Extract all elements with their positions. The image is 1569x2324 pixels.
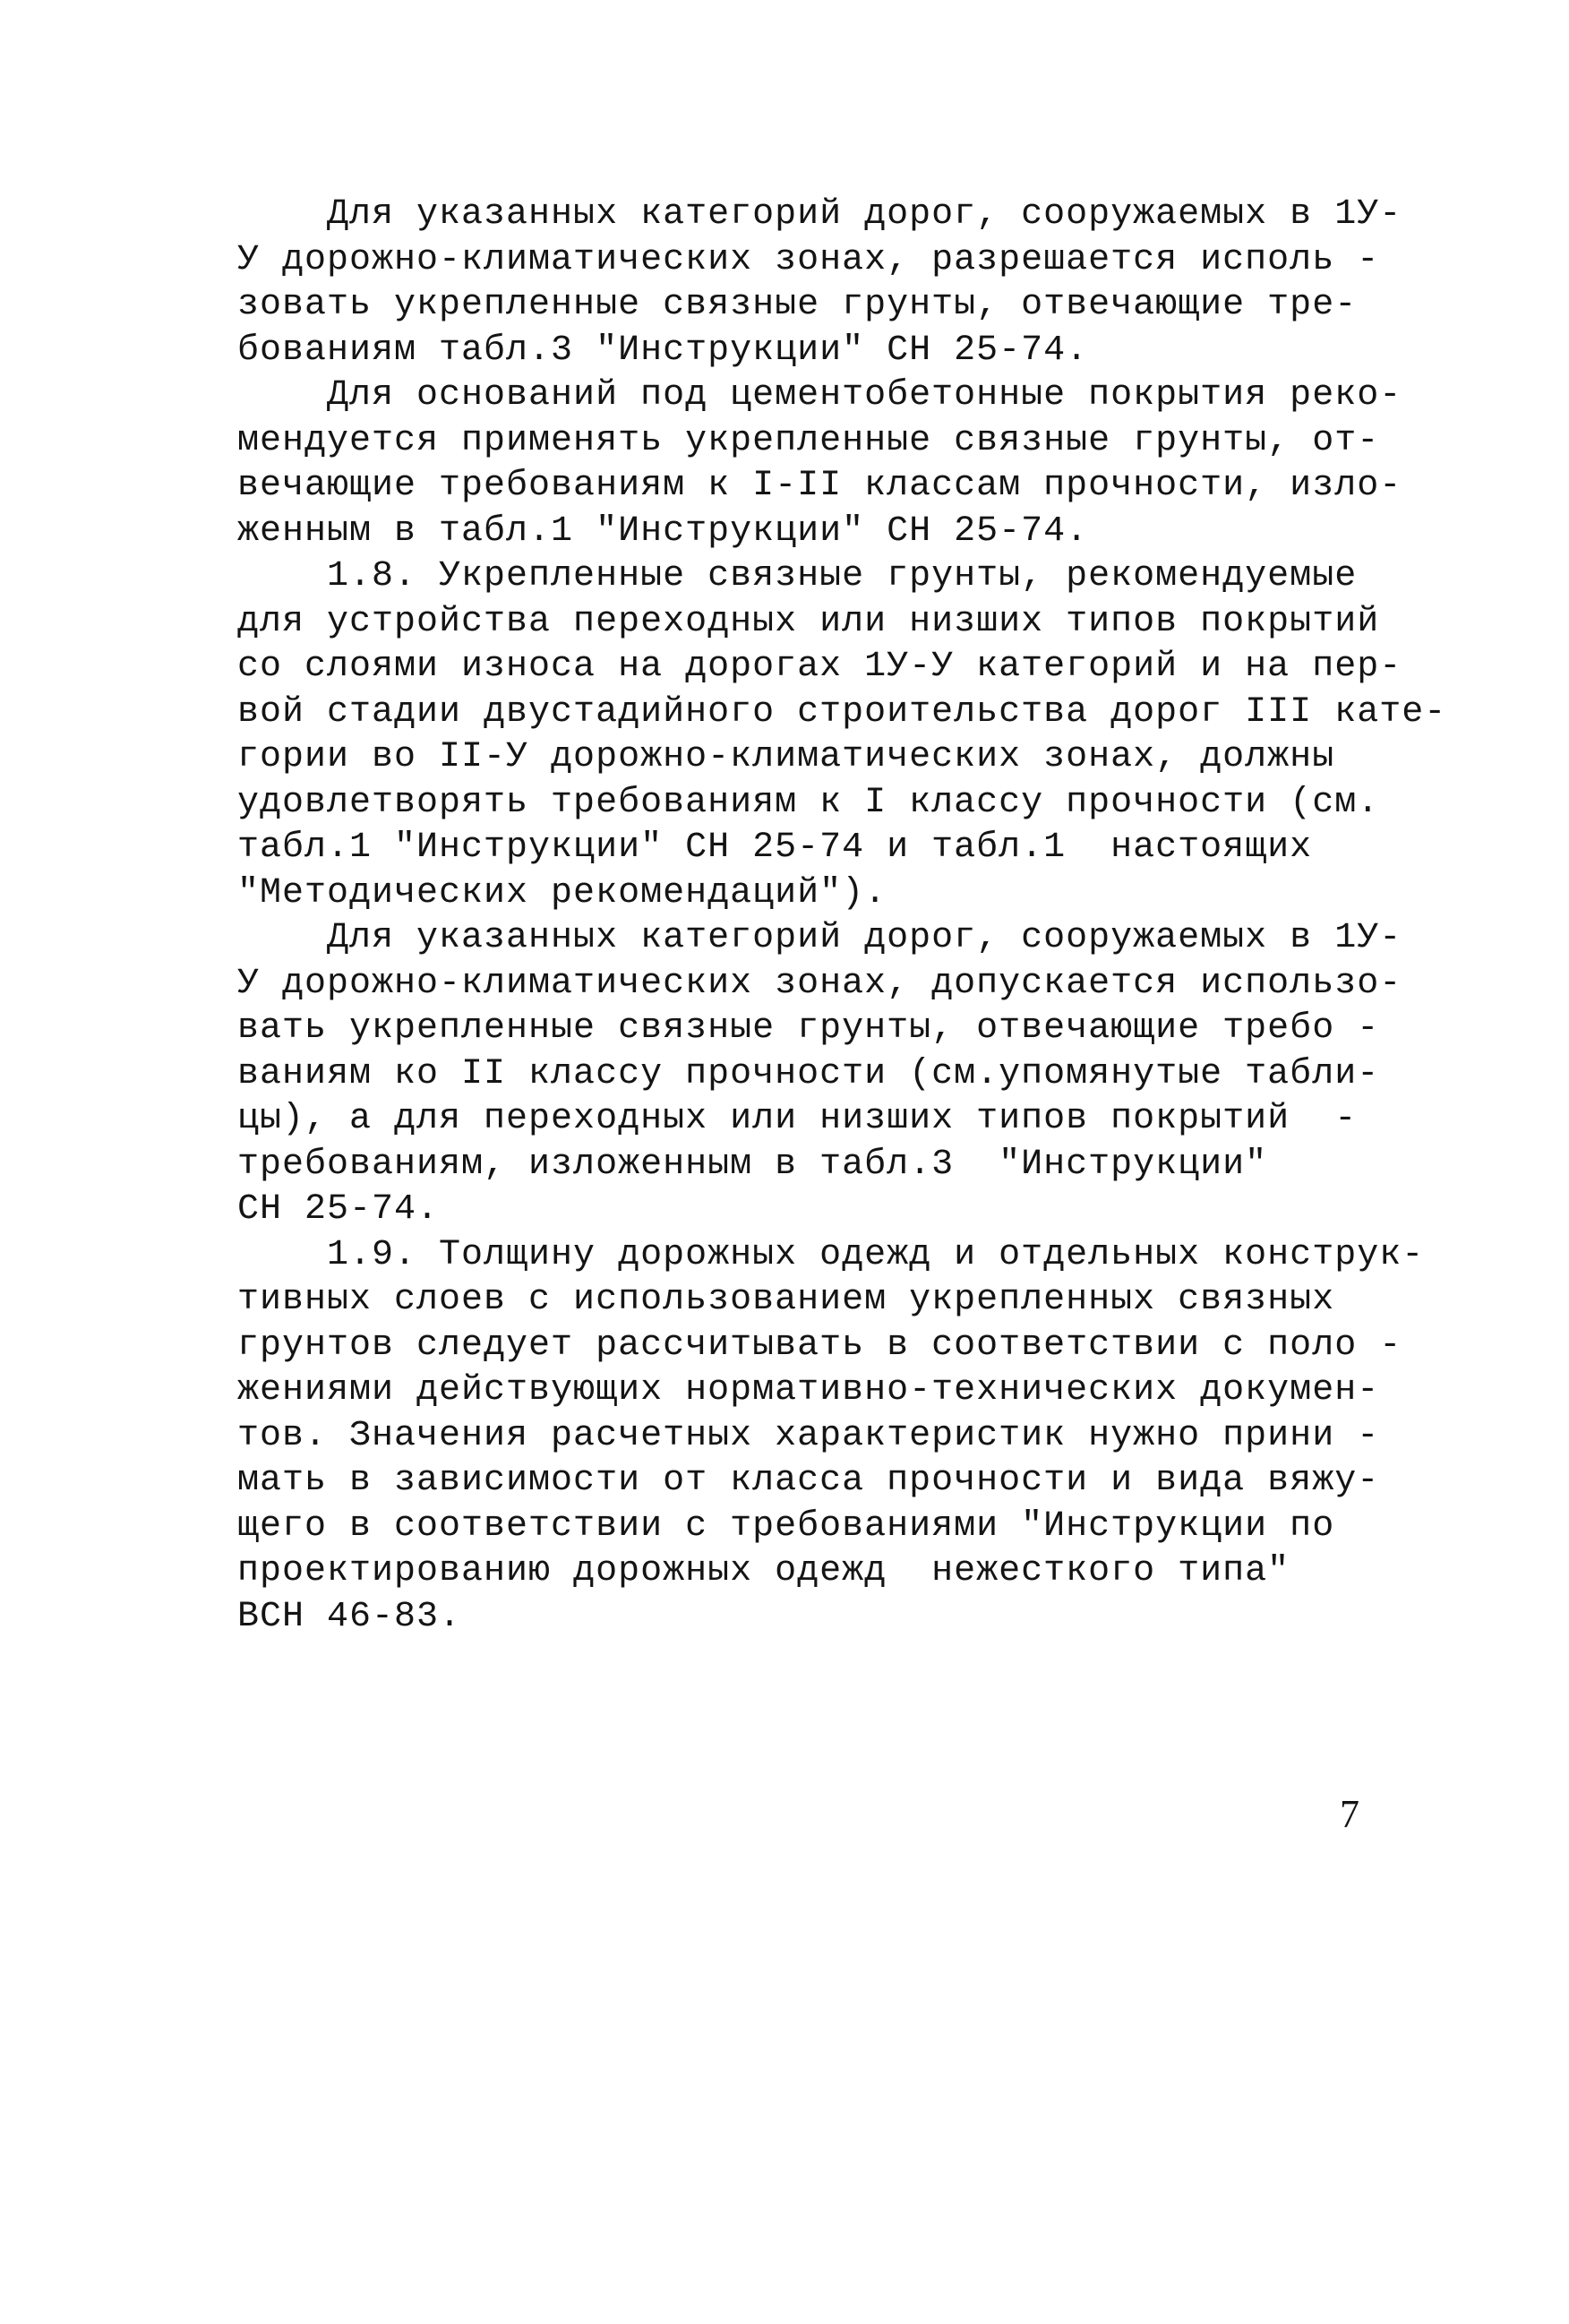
text-line: грунтов следует рассчитывать в соответствии с поло - (237, 1325, 1402, 1366)
text-line: женным в табл.1 ″Инструкции″ СН 25-74. (237, 510, 1089, 552)
text-line: Для оснований под цементобетонные покрытия реко- (237, 375, 1402, 416)
text-line: СН 25-74. (237, 1189, 440, 1230)
text-line: вать укрепленные связные грунты, отвечающие требо - (237, 1008, 1380, 1049)
text-line: табл.1 ″Инструкции″ СН 25-74 и табл.1 настоящих (237, 828, 1313, 868)
text-line: для устройства переходных или низших типов покрытий (237, 601, 1380, 642)
text-line: вой стадии двустадийного строительства дорог III кате- (237, 691, 1447, 733)
text-line: тивных слоев с использованием укрепленных связных (237, 1280, 1335, 1320)
text-line: жениями действующих нормативно-технических докумен- (237, 1370, 1380, 1411)
text-line: цы), а для переходных или низших типов покрытий - (237, 1099, 1358, 1139)
text-line: Для указанных категорий дорог, сооружаемых в 1У- (237, 918, 1402, 958)
text-line: Для указанных категорий дорог, сооружаемых в 1У- (237, 194, 1402, 235)
text-line: мендуется применять укрепленные связные грунты, от- (237, 420, 1380, 461)
text-line: ВСН 46-83. (237, 1596, 462, 1637)
text-line: щего в соответствии с требованиями ″Инструкции по (237, 1505, 1335, 1547)
text-line: мать в зависимости от класса прочности и вида вяжу- (237, 1461, 1380, 1501)
text-line: вечающие требованиям к I-II классам прочности, изло- (237, 466, 1402, 506)
text-line: ваниям ко II классу прочности (см.упомянутые табли- (237, 1053, 1380, 1094)
text-line: ″Методических рекомендаций″). (237, 872, 887, 913)
text-line: гории во II-У дорожно-климатических зонах, должны (237, 737, 1335, 777)
text-line: У дорожно-климатических зонах, допускается использо- (237, 963, 1402, 1004)
text-line: зовать укрепленные связные грунты, отвечающие тре- (237, 285, 1358, 325)
text-line: тов. Значения расчетных характеристик нужно прини - (237, 1415, 1380, 1456)
text-line: бованиям табл.3 ″Инструкции″ СН 25-74. (237, 330, 1089, 371)
text-line: 1.8. Укрепленные связные грунты, рекомендуемые (237, 556, 1358, 596)
text-line: со слоями износа на дорогах 1У-У категорий и на пер- (237, 647, 1402, 687)
text-line: требованиям, изложенным в табл.3 ″Инструкции″ (237, 1144, 1268, 1185)
text-line: 1.9. Толщину дорожных одежд и отдельных конструк- (237, 1234, 1425, 1275)
page-number: 7 (1340, 1792, 1359, 1836)
text-line: У дорожно-климатических зонах, разрешается исполь - (237, 239, 1380, 280)
body-text (237, 193, 1447, 1640)
text-line: удовлетворять требованиям к I классу прочности (см. (237, 782, 1380, 823)
text-line: проектированию дорожных одежд нежесткого типа″ (237, 1551, 1290, 1591)
